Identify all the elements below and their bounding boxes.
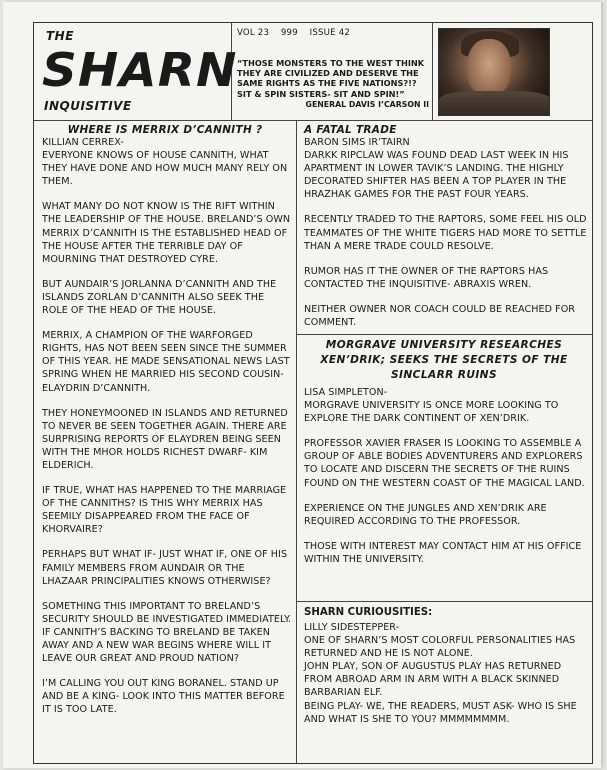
left-article-body bbox=[42, 136, 292, 716]
newspaper-page bbox=[33, 22, 593, 764]
issue-number: 999 bbox=[280, 28, 298, 38]
curiosities-paragraph: BEING PLAY- WE, THE READERS, MUST ASK- WHO IS SHE AND WHAT IS SHE TO YOU? MMMMMMMM. bbox=[304, 700, 577, 725]
masthead-title: SHARN bbox=[42, 43, 238, 97]
fatal-trade-paragraph: RECENTLY TRADED TO THE RAPTORS, SOME FEEL HIS OLD TEAMMATES OF THE WHITE TIGERS HAD MORE TO SETTLE THAN A MERE TRADE COULD RESOLVE. bbox=[304, 214, 587, 252]
morgrave-headline-line: XEN’DRIK; SEEKS THE SECRETS OF THE bbox=[320, 354, 568, 366]
issue-line bbox=[237, 28, 350, 38]
headline-quote: “THOSE MONSTERS TO THE WEST THINK THEY ARE CIVILIZED AND DESERVE THE SAME RIGHTS AS THE FIVE NATIONS?!? SIT & SPIN SISTERS- SIT AND SPIN!” bbox=[237, 58, 425, 99]
portrait-photo bbox=[438, 28, 550, 116]
left-paragraph: THEY HONEYMOONED IN ISLANDS AND RETURNED TO NEVER BE SEEN TOGETHER AGAIN. THERE ARE SURPRISING REPORTS OF ELAYDREN BEING SEEN WITH THE MHOR HOLDS RICHEST DWARF- KIM ELDERICH. bbox=[42, 407, 288, 471]
curiosities-body bbox=[304, 621, 589, 726]
left-paragraph: SOMETHING THIS IMPORTANT TO BRELAND’S SECURITY SHOULD BE INVESTIGATED IMMEDIATELY. IF CANNITH’S BACKING TO BRELAND BE TAKEN AWAY AND A NEW WAR BEGINS WHERE WILL IT LEAVE OUR GREAT AND PROUD NATION? bbox=[42, 600, 292, 665]
paper-sheet bbox=[3, 2, 601, 768]
curiosities-headline: SHARN CURIOUSITIES: bbox=[304, 607, 433, 618]
curiosities-paragraph: LILLY SIDESTEPPER- bbox=[304, 622, 400, 633]
left-paragraph: PERHAPS BUT WHAT IF- JUST WHAT IF, ONE OF HIS FAMILY MEMBERS FROM AUNDAIR OR THE LHAZAAR PRINCIPALITIES KNOWS OTHERWISE? bbox=[42, 549, 288, 587]
photo-divider bbox=[432, 23, 433, 120]
morgrave-paragraph: LISA SIMPLETON- bbox=[304, 387, 388, 398]
section-rule-1 bbox=[296, 334, 592, 335]
masthead-the: THE bbox=[46, 29, 74, 43]
fatal-trade-headline: A FATAL TRADE bbox=[304, 124, 397, 136]
fatal-trade-paragraph: DARKK RIPCLAW WAS FOUND DEAD LAST WEEK IN HIS APARTMENT IN LOWER TAVIK’S LANDING. THE HIGHLY DECORATED SHIFTER HAS BEEN A TOP PLAYER IN THE HRAZHAK GAMES FOR THE PAST FOUR YEARS. bbox=[304, 150, 569, 201]
morgrave-headline-line: SINCLARR RUINS bbox=[391, 369, 497, 381]
issue-label: ISSUE 42 bbox=[309, 28, 351, 38]
fatal-trade-paragraph: RUMOR HAS IT THE OWNER OF THE RAPTORS HAS CONTACTED THE INQUISITIVE- ABRAXIS WREN. bbox=[304, 265, 549, 290]
fatal-trade-paragraph: BARON SIMS IR’TAIRN bbox=[304, 137, 410, 148]
morgrave-headline bbox=[296, 338, 592, 383]
issue-volume: VOL 23 bbox=[237, 28, 270, 38]
morgrave-paragraph: MORGRAVE UNIVERSITY IS ONCE MORE LOOKING TO EXPLORE THE DARK CONTINENT OF XEN’DRIK. bbox=[304, 400, 559, 425]
left-paragraph: BUT AUNDAIR’S JORLANNA D’CANNITH AND THE ISLANDS ZORLAN D’CANNITH ALSO SEEK THE ROLE OF THE HEAD OF THE HOUSE. bbox=[42, 278, 277, 317]
masthead-rule bbox=[34, 120, 592, 121]
fatal-trade-paragraph: NEITHER OWNER NOR COACH COULD BE REACHED FOR COMMENT. bbox=[304, 303, 576, 329]
curiosities-paragraph: ONE OF SHARN’S MOST COLORFUL PERSONALITIES HAS RETURNED AND HE IS NOT ALONE. bbox=[304, 635, 576, 660]
quote-attribution: GENERAL DAVIS I’CARSON II bbox=[305, 100, 429, 109]
morgrave-body bbox=[304, 386, 589, 566]
column-divider bbox=[296, 120, 297, 763]
morgrave-paragraph: THOSE WITH INTEREST MAY CONTACT HIM AT HIS OFFICE WITHIN THE UNIVERSITY. bbox=[304, 540, 582, 565]
portrait-armor bbox=[439, 91, 550, 116]
portrait-face bbox=[467, 39, 511, 95]
left-paragraph: MERRIX, A CHAMPION OF THE WARFORGED RIGHTS, HAS NOT BEEN SEEN SINCE THE SUMMER OF THIS YEAR. HE MADE SENSATIONAL NEWS LAST SPRING WHEN HE MARRIED HIS SECOND COUSIN- ELAYDRIN D’CANNITH. bbox=[42, 330, 290, 394]
left-paragraph: IF TRUE, WHAT HAS HAPPENED TO THE MARRIAGE OF THE CANNITHS? IS THIS WHY MERRIX HAS SEEMILY DISAPPEARED FROM THE FACE OF KHORVAIRE? bbox=[42, 485, 287, 536]
left-paragraph: I’M CALLING YOU OUT KING BORANEL. STAND UP AND BE A KING- LOOK INTO THIS MATTER BEFORE IT IS TOO LATE. bbox=[42, 678, 285, 716]
masthead-subtitle: INQUISITIVE bbox=[44, 99, 132, 113]
fatal-trade-body bbox=[304, 136, 589, 329]
curiosities-paragraph: JOHN PLAY, SON OF AUGUSTUS PLAY HAS RETURNED FROM ABROAD ARM IN ARM WITH A BLACK SKINNED BARBARIAN ELF. bbox=[304, 661, 562, 699]
left-article-headline: WHERE IS MERRIX D’CANNITH ? bbox=[67, 124, 263, 136]
left-paragraph: KILLIAN CERREX- bbox=[42, 137, 124, 148]
left-paragraph: EVERYONE KNOWS OF HOUSE CANNITH, WHAT THEY HAVE DONE AND HOW MUCH MANY RELY ON THEM. bbox=[42, 150, 288, 188]
morgrave-paragraph: EXPERIENCE ON THE JUNGLES AND XEN’DRIK ARE REQUIRED ACCORDING TO THE PROFESSOR. bbox=[304, 502, 547, 527]
left-paragraph: WHAT MANY DO NOT KNOW IS THE RIFT WITHIN THE LEADERSHIP OF THE HOUSE. BRELAND’S OWN MERRIX D’CANNITH IS THE ESTABLISHED HEAD OF THE HOUSE AFTER THE TERRIBLE DAY OF MOURNING THAT DESTROYED CYRE. bbox=[42, 201, 291, 265]
morgrave-paragraph: PROFESSOR XAVIER FRASER IS LOOKING TO ASSEMBLE A GROUP OF ABLE BODIES ADVENTURERS AND EXPLORERS TO LOCATE AND DISCERN THE SECRETS OF THE RUINS FOUND ON THE WESTERN COAST OF THE MAGICAL LAND. bbox=[304, 438, 585, 489]
morgrave-headline-line: MORGRAVE UNIVERSITY RESEARCHES bbox=[325, 339, 563, 351]
section-rule-2 bbox=[296, 601, 592, 602]
